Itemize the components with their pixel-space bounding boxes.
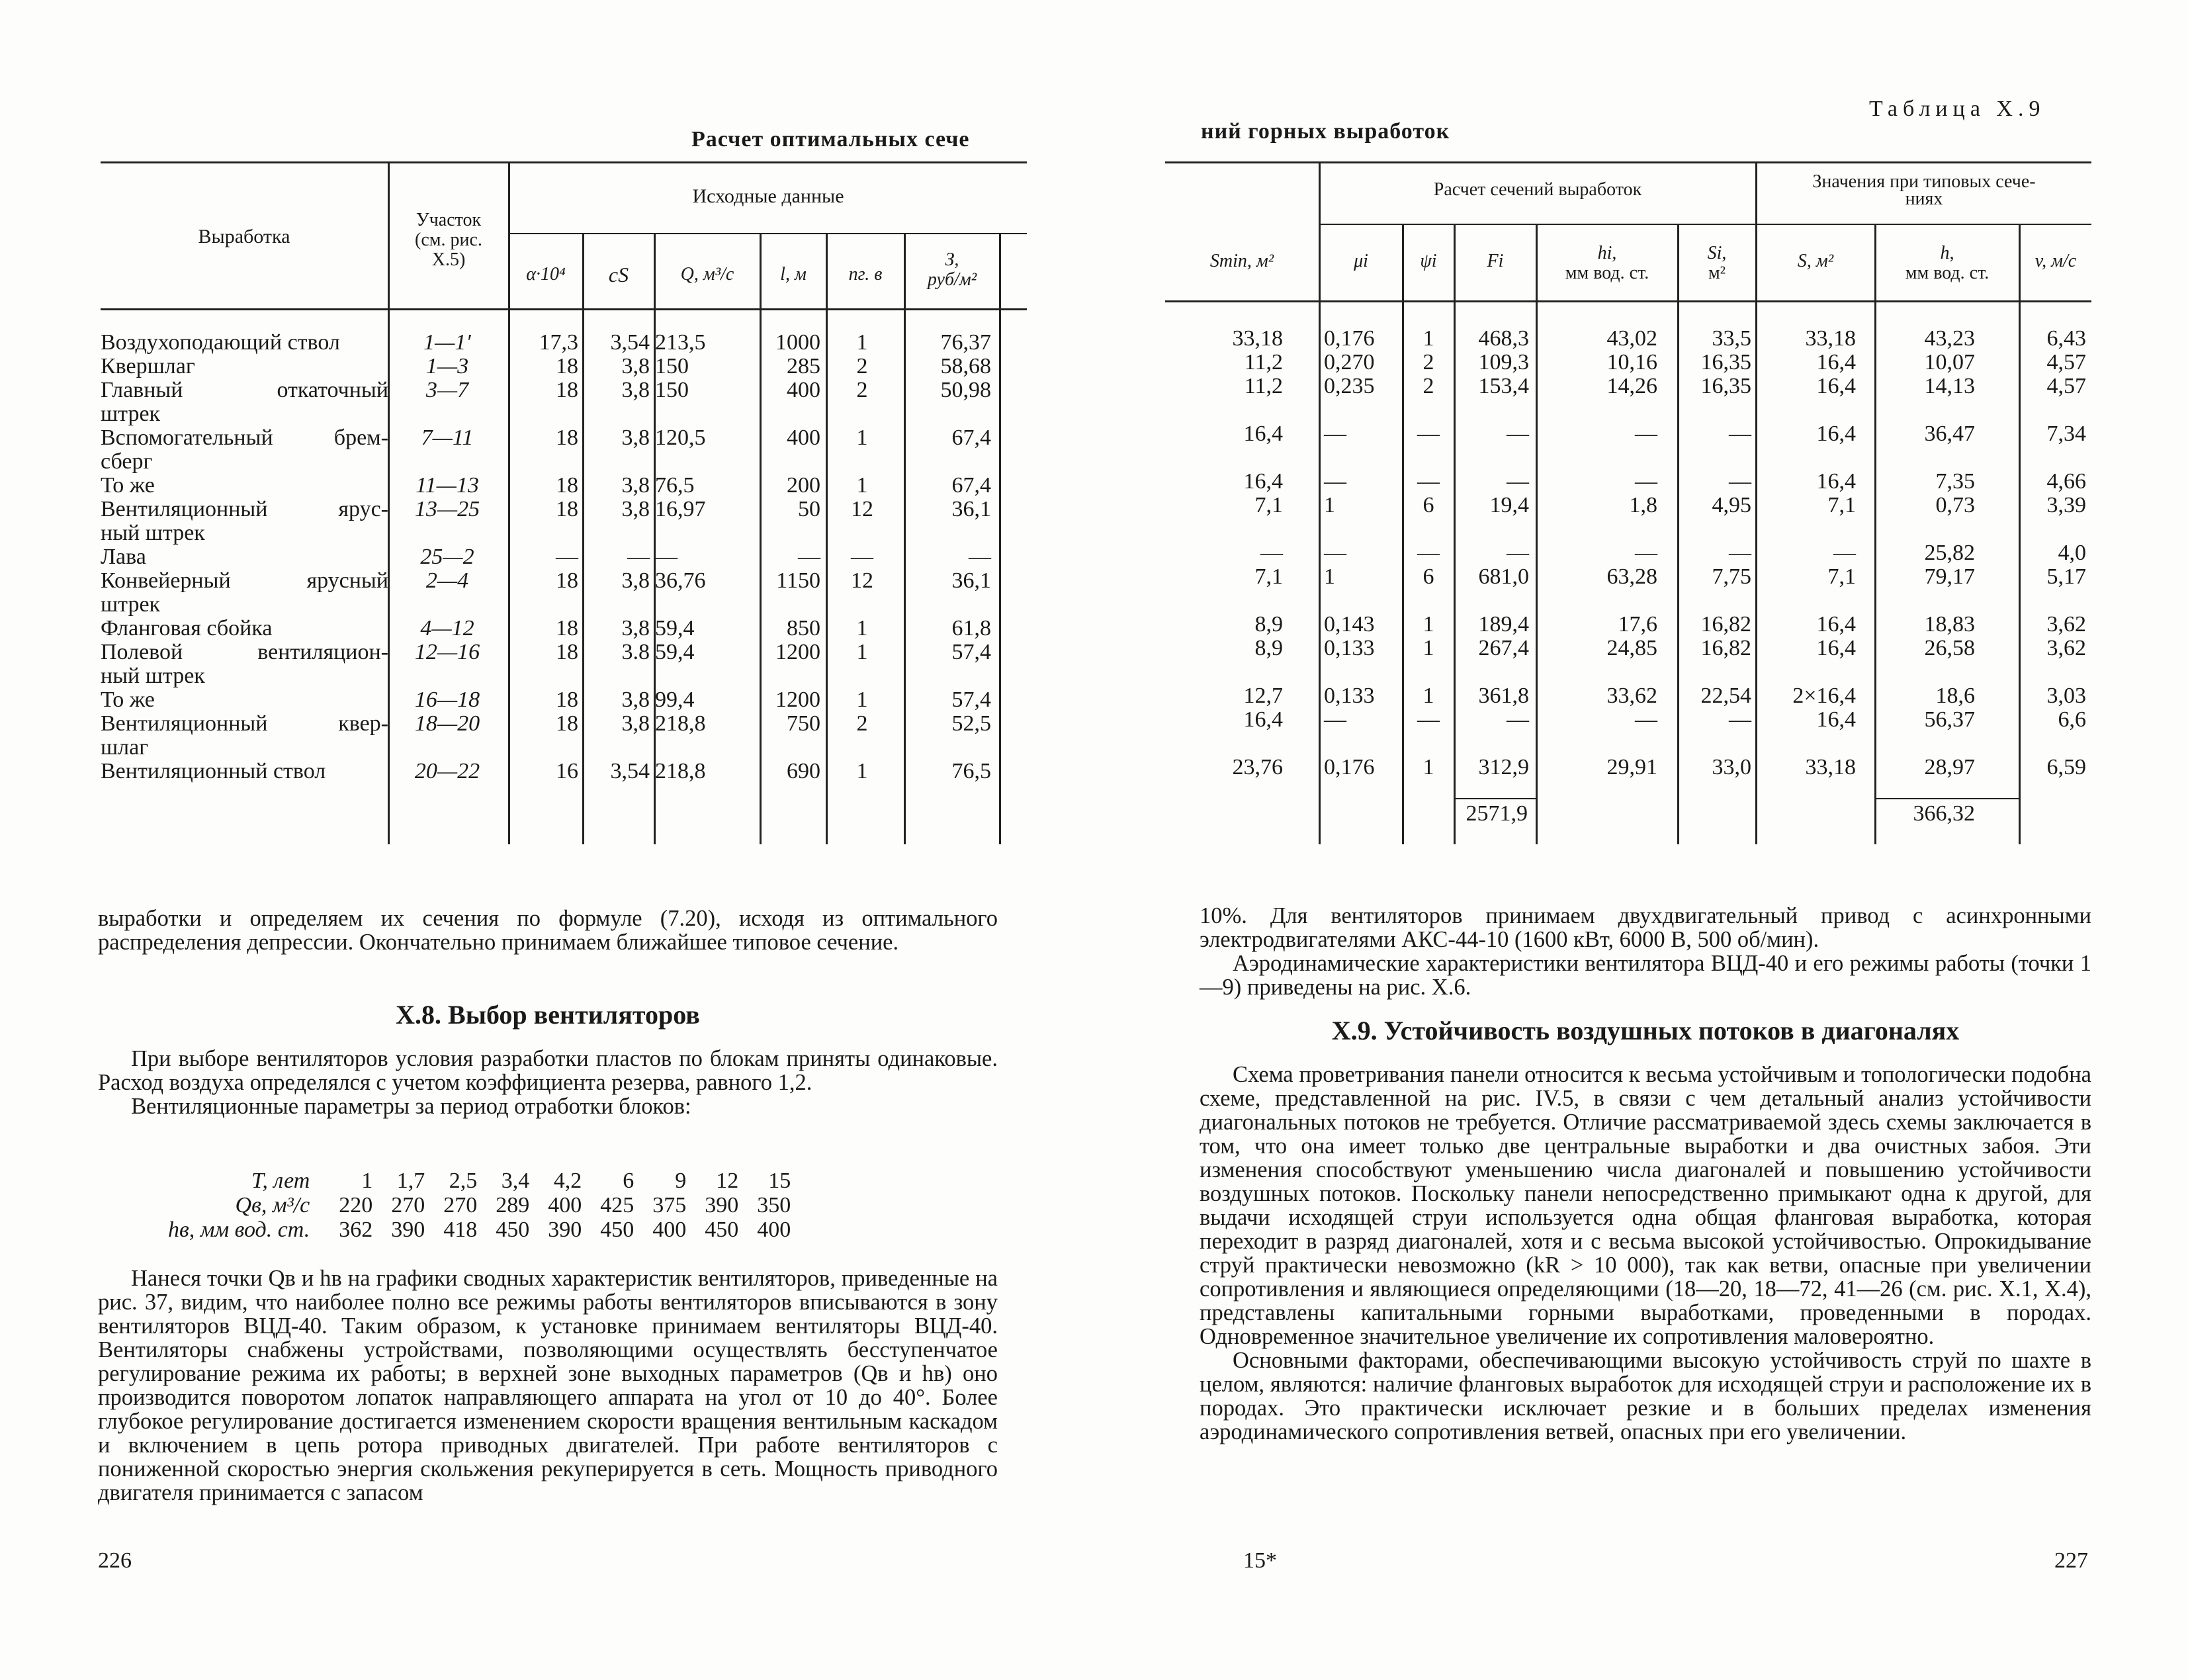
- cell-cs: 3,8: [621, 616, 650, 641]
- cell-h: 14,26: [1606, 374, 1657, 398]
- cell-s: 16,4: [1816, 421, 1856, 446]
- cell-alpha: 18: [556, 687, 578, 712]
- cell-smin: 7,1: [1254, 564, 1283, 589]
- row-name: Вентиляционный ярус- ный штрек: [101, 497, 388, 545]
- cell-h2: 36,47: [1924, 421, 1975, 446]
- cell-h: —: [1635, 707, 1657, 732]
- total-f: 2571,9: [1466, 801, 1528, 826]
- cell-z: 57,4: [951, 687, 991, 712]
- row-name: Фланговая сбойка: [101, 616, 273, 641]
- cell-f: 109,3: [1478, 350, 1529, 375]
- header-h2: h, мм вод. ст.: [1905, 243, 1990, 283]
- total-h2: 366,32: [1913, 801, 1975, 826]
- col-sep: [904, 234, 906, 844]
- cell-n: 2: [856, 378, 868, 402]
- cell-h: —: [1635, 421, 1657, 446]
- cell-s: 16,4: [1816, 612, 1856, 637]
- row-name: Полевой вентиляцион- ный штрек: [101, 640, 388, 688]
- cell-mu: —: [1324, 469, 1346, 494]
- cell-uch: 3—7: [425, 378, 469, 402]
- cell-cs: 3.8: [621, 640, 650, 664]
- header-vyrabotka: Выработка: [198, 226, 290, 247]
- cell-q: 59,4: [655, 616, 695, 641]
- cell-alpha: 18: [556, 425, 578, 450]
- row-name: Конвейерный ярусный штрек: [101, 568, 388, 617]
- cell-n: 1: [856, 473, 868, 498]
- cell-smin: 7,1: [1254, 493, 1283, 517]
- paragraph-2: При выборе вентиляторов условия разработки пластов по блокам приняты одинаковые. Расход воздуха определялся с учетом коэффициента резерва, равного 1,2. Вентиляционные параметры за период отработки блоков:: [98, 1046, 998, 1119]
- row-name: Главный откаточный штрек: [101, 378, 388, 426]
- cell-si: 7,75: [1712, 564, 1751, 589]
- cell-h: 17,6: [1618, 612, 1657, 637]
- cell-alpha: 18: [556, 378, 578, 402]
- header-v: v, м/с: [2035, 251, 2077, 271]
- cell-si: 16,35: [1700, 350, 1751, 375]
- cell-s: 33,18: [1805, 326, 1856, 351]
- cell-n: 1: [856, 640, 868, 664]
- cell-h2: 18,83: [1924, 612, 1975, 637]
- cell-smin: 16,4: [1243, 707, 1283, 732]
- col-sep: [1874, 225, 1876, 844]
- cell-h: —: [1635, 541, 1657, 565]
- cell-psi: —: [1417, 707, 1440, 732]
- cell-si: 33,5: [1712, 326, 1751, 351]
- cell-mu: 0,143: [1324, 612, 1375, 637]
- col-sep: [999, 234, 1001, 844]
- cell-psi: 1: [1422, 684, 1434, 708]
- cell-si: 22,54: [1700, 684, 1751, 708]
- page-number-left: 226: [98, 1548, 132, 1573]
- cell-z: 50,98: [940, 378, 991, 402]
- cell-s: 2×16,4: [1792, 684, 1856, 708]
- cell-q: 213,5: [655, 330, 706, 355]
- cell-z: 57,4: [951, 640, 991, 664]
- cell-h: 1,8: [1629, 493, 1657, 517]
- cell-alpha: 16: [556, 759, 578, 783]
- cell-n: 2: [856, 711, 868, 736]
- cell-uch: 2—4: [425, 568, 469, 593]
- section-title-x9: X.9. Устойчивость воздушных потоков в диагоналях: [1331, 1016, 1960, 1045]
- header-psi: ψi: [1420, 251, 1437, 271]
- cell-h2: 0,73: [1935, 493, 1975, 517]
- cell-psi: —: [1417, 541, 1440, 565]
- col-sep: [2019, 225, 2021, 844]
- cell-uch: 16—18: [414, 687, 480, 712]
- header-uchastok: Участок (см. рис. X.5): [415, 210, 482, 270]
- row-name: Квершлаг: [101, 354, 195, 378]
- cell-alpha: 18: [556, 711, 578, 736]
- col-sep: [1536, 225, 1538, 844]
- cell-uch: 11—13: [416, 473, 479, 498]
- cell-si: 16,82: [1700, 612, 1751, 637]
- row-name: Вентиляционный квер- шлаг: [101, 711, 388, 760]
- cell-q: 218,8: [655, 711, 706, 736]
- header-f: Fi: [1487, 251, 1504, 271]
- header-alpha: α·10⁴: [526, 264, 566, 285]
- header-n: nг. в: [848, 264, 883, 285]
- cell-psi: 6: [1422, 564, 1434, 589]
- row-name: Воздухоподающий ствол: [101, 330, 340, 355]
- cell-f: 681,0: [1478, 564, 1529, 589]
- cell-f: 153,4: [1478, 374, 1529, 398]
- cell-mu: 0,176: [1324, 326, 1375, 351]
- cell-l: 750: [787, 711, 820, 736]
- cell-s: 16,4: [1816, 374, 1856, 398]
- cell-uch: 12—16: [414, 640, 480, 664]
- cell-l: 1200: [775, 687, 820, 712]
- cell-z: 36,1: [951, 497, 991, 521]
- cell-f: —: [1507, 707, 1529, 732]
- cell-h2: 43,23: [1924, 326, 1975, 351]
- table-title-left: Расчет оптимальных сече: [691, 127, 970, 152]
- group-rule: [509, 233, 1027, 234]
- col-sep: [1677, 225, 1679, 844]
- cell-si: 16,82: [1700, 636, 1751, 660]
- cell-s: 33,18: [1805, 755, 1856, 779]
- cell-v: 7,34: [2046, 421, 2086, 446]
- cell-cs: 3,8: [621, 711, 650, 736]
- cell-uch: 20—22: [414, 759, 480, 783]
- cell-alpha: 18: [556, 640, 578, 664]
- cell-q: 36,76: [655, 568, 706, 593]
- cell-smin: 16,4: [1243, 421, 1283, 446]
- cell-si: —: [1729, 707, 1751, 732]
- cell-f: 189,4: [1478, 612, 1529, 637]
- cell-q: 218,8: [655, 759, 706, 783]
- cell-q: 16,97: [655, 497, 706, 521]
- cell-v: 3,39: [2046, 493, 2086, 517]
- cell-z: 67,4: [951, 473, 991, 498]
- cell-alpha: 18: [556, 473, 578, 498]
- cell-v: 5,17: [2046, 564, 2086, 589]
- cell-cs: 3,8: [621, 568, 650, 593]
- cell-s: 16,4: [1816, 636, 1856, 660]
- cell-f: —: [1507, 541, 1529, 565]
- cell-n: 2: [856, 354, 868, 378]
- col-sep: [654, 234, 656, 844]
- cell-l: 285: [787, 354, 820, 378]
- cell-v: 4,57: [2046, 350, 2086, 375]
- cell-l: 1150: [776, 568, 820, 593]
- cell-smin: 16,4: [1243, 469, 1283, 494]
- col-sep: [1454, 225, 1456, 844]
- cell-h2: 7,35: [1935, 469, 1975, 494]
- cell-l: —: [798, 545, 820, 569]
- cell-h: 33,62: [1606, 684, 1657, 708]
- cell-psi: 2: [1422, 374, 1434, 398]
- cell-q: 99,4: [655, 687, 695, 712]
- header-cs: cS: [608, 263, 629, 287]
- page-number-right: 227: [2054, 1548, 2088, 1573]
- cell-uch: 13—25: [414, 497, 480, 521]
- cell-uch: 1—1′: [423, 330, 471, 355]
- header-s: S, м²: [1797, 251, 1834, 271]
- vent-row-h: hв, мм вод. ст. 362 390 418 450 390 450 400 450 400: [168, 1217, 791, 1242]
- cell-f: 468,3: [1478, 326, 1529, 351]
- cell-uch: 1—3: [425, 354, 469, 378]
- header-z: З, руб/м²: [927, 249, 977, 290]
- cell-cs: 3,8: [621, 425, 650, 450]
- cell-h2: 26,58: [1924, 636, 1975, 660]
- cell-v: 3,62: [2046, 612, 2086, 637]
- table-label: Таблица X.9: [1869, 97, 2046, 121]
- cell-n: 12: [851, 568, 873, 593]
- cell-psi: 6: [1422, 493, 1434, 517]
- cell-mu: 0,133: [1324, 636, 1375, 660]
- cell-n: 1: [856, 759, 868, 783]
- cell-f: 267,4: [1478, 636, 1529, 660]
- row-name: Лава: [101, 545, 146, 569]
- table-top-rule: [101, 161, 1027, 163]
- cell-q: —: [655, 545, 678, 569]
- cell-cs: 3,8: [621, 497, 650, 521]
- header-h: hi, мм вод. ст.: [1565, 243, 1649, 283]
- cell-h: —: [1635, 469, 1657, 494]
- cell-n: 12: [851, 497, 873, 521]
- cell-l: 200: [787, 473, 820, 498]
- cell-si: 16,35: [1700, 374, 1751, 398]
- header-smin: Smin, м²: [1209, 251, 1274, 271]
- row-name: Вспомогательный брем- сберг: [101, 425, 388, 474]
- cell-f: 361,8: [1478, 684, 1529, 708]
- header-znach: Значения при типовых сече- ниях: [1812, 171, 2036, 209]
- row-name: Вентиляционный ствол: [101, 759, 326, 783]
- total-rule-f: [1455, 798, 1536, 799]
- cell-smin: —: [1260, 541, 1283, 565]
- vent-params-table: [159, 1169, 800, 1242]
- cell-h2: 79,17: [1924, 564, 1975, 589]
- cell-si: 4,95: [1712, 493, 1751, 517]
- cell-h: 63,28: [1606, 564, 1657, 589]
- cell-l: 850: [787, 616, 820, 641]
- cell-n: 1: [856, 425, 868, 450]
- header-si: Si, м²: [1707, 243, 1727, 283]
- cell-alpha: 18: [556, 354, 578, 378]
- cell-mu: 0,133: [1324, 684, 1375, 708]
- cell-cs: —: [627, 545, 650, 569]
- cell-v: 6,43: [2046, 326, 2086, 351]
- cell-uch: 18—20: [414, 711, 480, 736]
- cell-h2: 28,97: [1924, 755, 1975, 779]
- cell-si: —: [1729, 541, 1751, 565]
- cell-z: 58,68: [940, 354, 991, 378]
- cell-l: 400: [787, 425, 820, 450]
- cell-l: 1000: [775, 330, 820, 355]
- cell-q: 120,5: [655, 425, 706, 450]
- cell-q: 59,4: [655, 640, 695, 664]
- cell-psi: 1: [1422, 755, 1434, 779]
- header-l: l, м: [780, 264, 807, 285]
- cell-cs: 3,8: [621, 378, 650, 402]
- cell-q: 76,5: [655, 473, 695, 498]
- cell-mu: 0,176: [1324, 755, 1375, 779]
- cell-psi: 1: [1422, 326, 1434, 351]
- cell-alpha: 17,3: [539, 330, 578, 355]
- table-title-right: ний горных выработок: [1201, 119, 1450, 144]
- cell-f: 312,9: [1478, 755, 1529, 779]
- right-page: [1094, 0, 2188, 1680]
- cell-h2: 25,82: [1924, 541, 1975, 565]
- cell-v: 6,59: [2046, 755, 2086, 779]
- cell-l: 400: [787, 378, 820, 402]
- table-top-rule: [1165, 161, 2091, 163]
- cell-h2: 56,37: [1924, 707, 1975, 732]
- header-bottom-rule: [101, 308, 1027, 310]
- cell-v: 4,66: [2046, 469, 2086, 494]
- cell-s: 7,1: [1827, 564, 1856, 589]
- cell-n: 1: [856, 687, 868, 712]
- cell-si: 33,0: [1712, 755, 1751, 779]
- header-bottom-rule: [1165, 300, 2091, 302]
- cell-mu: —: [1324, 707, 1346, 732]
- cell-v: 3,03: [2046, 684, 2086, 708]
- cell-n: —: [851, 545, 873, 569]
- cell-alpha: —: [556, 545, 578, 569]
- col-sep: [760, 234, 762, 844]
- vent-row-t: T, лет 1 1,7 2,5 3,4 4,2 6 9 12 15: [251, 1169, 791, 1193]
- cell-h2: 10,07: [1924, 350, 1975, 375]
- cell-cs: 3,8: [621, 354, 650, 378]
- vent-row-q: Qв, м³/с 220 270 270 289 400 425 375 390 350: [235, 1193, 791, 1217]
- cell-mu: 1: [1324, 493, 1335, 517]
- cell-q: 150: [655, 354, 689, 378]
- cell-mu: —: [1324, 541, 1346, 565]
- cell-v: 6,6: [2058, 707, 2086, 732]
- paragraph-1: выработки и определяем их сечения по формуле (7.20), исходя из оптимального распределения депрессии. Окончательно принимаем ближайшее типовое сечение.: [98, 906, 998, 955]
- cell-h: 29,91: [1606, 755, 1657, 779]
- cell-z: 76,37: [940, 330, 991, 355]
- cell-smin: 33,18: [1232, 326, 1283, 351]
- cell-smin: 8,9: [1254, 636, 1283, 660]
- cell-psi: 1: [1422, 636, 1434, 660]
- paragraph-4: Нанеся точки Qв и hв на графики сводных характеристик вентиляторов, приведенные на рис. 37, видим, что наиболее полно все режимы работы вентиляторов вписываются в зону вентиляторов ВЦД-40. Таким образом, к установке принимаем вентиляторы ВЦД-40. Вентиляторы снабжены устройствами, позволяющими осуществлять бесступенчатое регулирование режима их работы; в верхней зоне выходных параметров (Qв и hв) оно производится поворотом лопаток направляющего аппарата на угол от 10 до 40°. Более глубокое регулирование достигается изменением скорости вращения вентильным каскадом и включением в цепь ротора приводных двигателей. При работе вентиляторов с пониженной скоростью энергия скольжения рекуперируется в сеть. Мощность приводного двигателя принимается с запасом: [98, 1266, 998, 1505]
- cell-uch: 4—12: [420, 616, 474, 641]
- cell-mu: 0,270: [1324, 350, 1375, 375]
- cell-z: 76,5: [951, 759, 991, 783]
- cell-mu: —: [1324, 421, 1346, 446]
- paragraph-r1: 10%. Для вентиляторов принимаем двухдвигательный привод с асинхронными электродвигателями АКС-44-10 (1600 кВт, 6000 В, 500 об/мин). Аэродинамические характеристики вентилятора ВЦД-40 и его режимы работы (точки 1—9) приведены на рис. X.6.: [1200, 903, 2091, 1000]
- cell-smin: 8,9: [1254, 612, 1283, 637]
- header-raschet: Расчет сечений выработок: [1433, 179, 1642, 200]
- cell-smin: 11,2: [1244, 350, 1283, 375]
- cell-alpha: 18: [556, 497, 578, 521]
- cell-smin: 11,2: [1244, 374, 1283, 398]
- cell-alpha: 18: [556, 616, 578, 641]
- cell-uch: 25—2: [420, 545, 474, 569]
- cell-mu: 1: [1324, 564, 1335, 589]
- cell-z: 61,8: [951, 616, 991, 641]
- cell-s: 16,4: [1816, 707, 1856, 732]
- col-sep: [826, 234, 828, 844]
- header-iskhodnye: Исходные данные: [692, 185, 844, 207]
- cell-smin: 23,76: [1232, 755, 1283, 779]
- cell-s: 16,4: [1816, 350, 1856, 375]
- cell-v: 3,62: [2046, 636, 2086, 660]
- cell-f: —: [1507, 469, 1529, 494]
- signature-mark: 15*: [1243, 1548, 1277, 1573]
- cell-l: 1200: [775, 640, 820, 664]
- cell-h: 24,85: [1606, 636, 1657, 660]
- cell-f: —: [1507, 421, 1529, 446]
- cell-z: 52,5: [951, 711, 991, 736]
- cell-n: 1: [856, 330, 868, 355]
- cell-psi: —: [1417, 421, 1440, 446]
- cell-z: 36,1: [951, 568, 991, 593]
- cell-h: 10,16: [1606, 350, 1657, 375]
- cell-psi: 1: [1422, 612, 1434, 637]
- cell-si: —: [1729, 469, 1751, 494]
- cell-psi: 2: [1422, 350, 1434, 375]
- row-name: То же: [101, 687, 155, 712]
- row-name: То же: [101, 473, 155, 498]
- cell-uch: 7—11: [421, 425, 474, 450]
- cell-s: 16,4: [1816, 469, 1856, 494]
- cell-q: 150: [655, 378, 689, 402]
- cell-n: 1: [856, 616, 868, 641]
- group-rule: [1319, 224, 2091, 225]
- cell-z: —: [969, 545, 991, 569]
- section-title-x8: X.8. Выбор вентиляторов: [396, 1000, 700, 1030]
- cell-l: 50: [798, 497, 820, 521]
- col-sep: [582, 234, 584, 844]
- cell-s: —: [1833, 541, 1856, 565]
- col-sep: [1402, 225, 1404, 844]
- cell-f: 19,4: [1489, 493, 1529, 517]
- cell-l: 690: [787, 759, 820, 783]
- cell-h2: 18,6: [1935, 684, 1975, 708]
- cell-v: 4,0: [2058, 541, 2086, 565]
- cell-cs: 3,8: [621, 473, 650, 498]
- cell-alpha: 18: [556, 568, 578, 593]
- cell-psi: —: [1417, 469, 1440, 494]
- header-mu: μi: [1354, 251, 1368, 271]
- cell-z: 67,4: [951, 425, 991, 450]
- cell-h2: 14,13: [1924, 374, 1975, 398]
- cell-smin: 12,7: [1243, 684, 1283, 708]
- cell-h: 43,02: [1606, 326, 1657, 351]
- cell-cs: 3,8: [621, 687, 650, 712]
- total-rule-h2: [1876, 798, 2019, 799]
- paragraph-r3: Схема проветривания панели относится к весьма устойчивым и топологически подобна схеме, представленной на рис. IV.5, в связи с чем детальный анализ устойчивости диагональных потоков не требуется. Отличие рассматриваемой здесь схемы заключается в том, что она имеет только две центральные выработки и два очистных забоя. Эти изменения способствуют уменьшению числа диагоналей и повышению устойчивости воздушных потоков. Поскольку панели непосредственно примыкают одна к другой, для выдачи исходящей струи используется одна общая фланговая выработка, которая переходит в разряд диагоналей, хотя и с весьма высокой устойчивостью. Опрокидывание струй практически невозможно (kR > 10 000), так как ветви, опасные при увеличении сопротивления и являющиеся определяющими (18—20, 18—72, 41—26 (см. рис. X.1, X.4), представлены капитальными горными выработками, проведенными в породах. Одновременное значительное увеличение их сопротивления маловероятно. Основными факторами, обеспечивающими высокую устойчивость струй по шахте в целом, являются: наличие фланговых выработок для исходящей струи и расположение их в породах. Это практически исключает резкие и в больших пределах изменения аэродинамического сопротивления ветвей, опасных при его увеличении.: [1200, 1062, 2091, 1444]
- cell-cs: 3,54: [610, 759, 650, 783]
- cell-mu: 0,235: [1324, 374, 1375, 398]
- cell-s: 7,1: [1827, 493, 1856, 517]
- header-q: Q, м³/с: [680, 264, 734, 285]
- cell-v: 4,57: [2046, 374, 2086, 398]
- cell-si: —: [1729, 421, 1751, 446]
- cell-cs: 3,54: [610, 330, 650, 355]
